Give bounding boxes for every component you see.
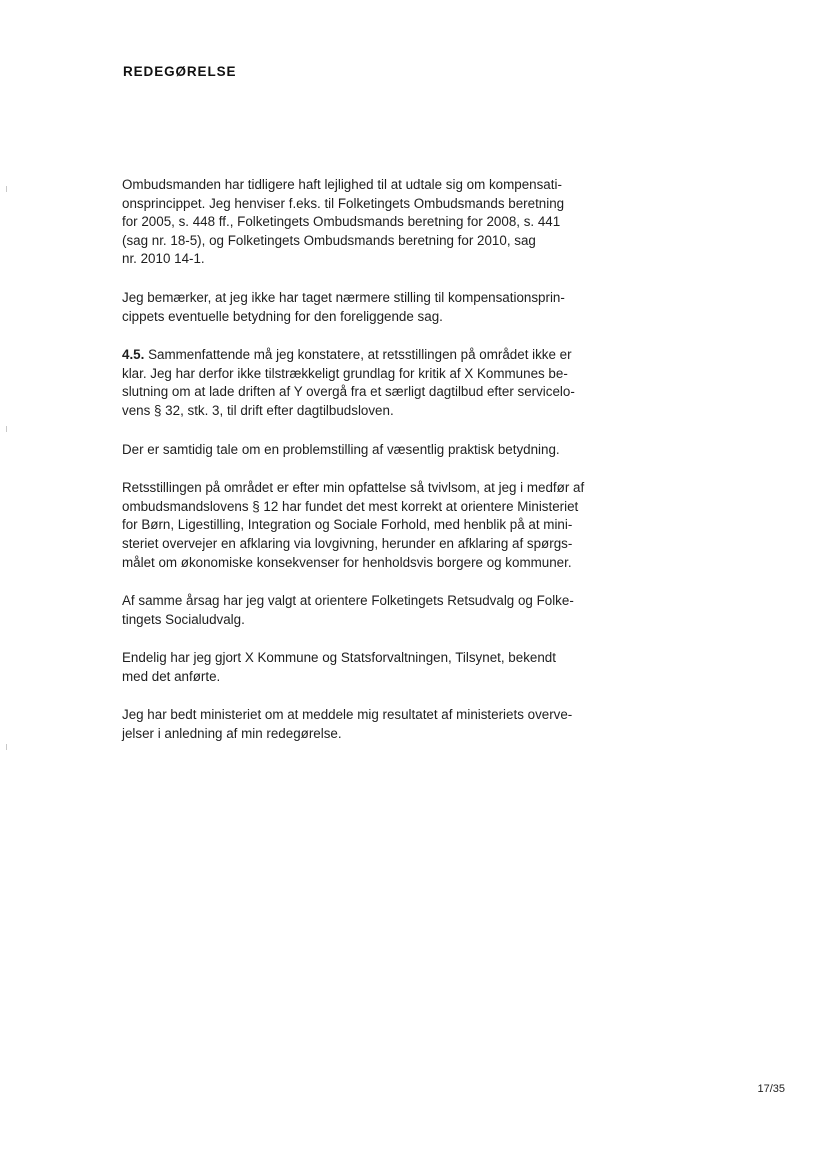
text-line: Jeg har bedt ministeriet om at meddele mig resultatet af ministeriets overve- — [122, 707, 573, 723]
paragraph — [122, 176, 592, 269]
text-line: klar. Jeg har derfor ikke tilstrækkeligt grundlag for kritik af X Kommunes be- — [122, 365, 568, 381]
paragraph — [122, 441, 592, 460]
text-line: vens § 32, stk. 3, til drift efter dagtilbudsloven. — [122, 402, 394, 418]
text-line: slutning om at lade driften af Y overgå fra et særligt dagtilbud efter servicelo- — [122, 384, 575, 400]
text-line: målet om økonomiske konsekvenser for henholdsvis borgere og kommuner. — [122, 554, 572, 570]
text-line: for Børn, Ligestilling, Integration og Sociale Forhold, med henblik på at mini- — [122, 517, 573, 533]
paragraph — [122, 706, 592, 743]
text-line-content: Sammenfattende må jeg konstatere, at retsstillingen på området ikke er — [144, 347, 572, 363]
paragraph — [122, 289, 592, 326]
text-line: med det anførte. — [122, 668, 221, 684]
margin-mark — [6, 744, 7, 750]
text-line: nr. 2010 14-1. — [122, 251, 205, 267]
text-line: onsprincippet. Jeg henviser f.eks. til Folketingets Ombudsmands beretning — [122, 195, 565, 211]
text-line: cippets eventuelle betydning for den foreliggende sag. — [122, 308, 443, 324]
text-line: jelser i anledning af min redegørelse. — [122, 726, 342, 742]
text-line: Ombudsmanden har tidligere haft lejlighed til at udtale sig om kompensati- — [122, 177, 562, 192]
paragraph — [122, 479, 592, 572]
text-line: steriet overvejer en afklaring via lovgivning, herunder en afklaring af spørgs- — [122, 535, 573, 551]
paragraph — [122, 592, 592, 629]
paragraph — [122, 346, 592, 420]
text-line — [122, 346, 592, 365]
text-line: for 2005, s. 448 ff., Folketingets Ombudsmands beretning for 2008, s. 441 — [122, 214, 561, 230]
text-line: Af samme årsag har jeg valgt at orientere Folketingets Retsudvalg og Folke- — [122, 593, 574, 609]
page-title: REDEGØRELSE — [123, 64, 237, 79]
margin-mark — [6, 186, 7, 192]
text-line: (sag nr. 18-5), og Folketingets Ombudsmands beretning for 2010, sag — [122, 232, 536, 248]
text-line: Retsstillingen på området er efter min opfattelse så tvivlsom, at jeg i medfør af — [122, 480, 585, 496]
page-number: 17/35 — [757, 1083, 785, 1095]
text-line: Endelig har jeg gjort X Kommune og Statsforvaltningen, Tilsynet, bekendt — [122, 650, 556, 666]
document-body — [122, 176, 592, 764]
paragraph — [122, 649, 592, 686]
text-line: tingets Socialudvalg. — [122, 611, 245, 627]
margin-mark — [6, 426, 7, 432]
section-number: 4.5. — [122, 347, 145, 363]
text-line: Der er samtidig tale om en problemstilling af væsentlig praktisk betydning. — [122, 441, 560, 457]
text-line: Jeg bemærker, at jeg ikke har taget nærmere stilling til kompensationsprin- — [122, 289, 565, 305]
text-line: ombudsmandslovens § 12 har fundet det mest korrekt at orientere Ministeriet — [122, 498, 579, 514]
